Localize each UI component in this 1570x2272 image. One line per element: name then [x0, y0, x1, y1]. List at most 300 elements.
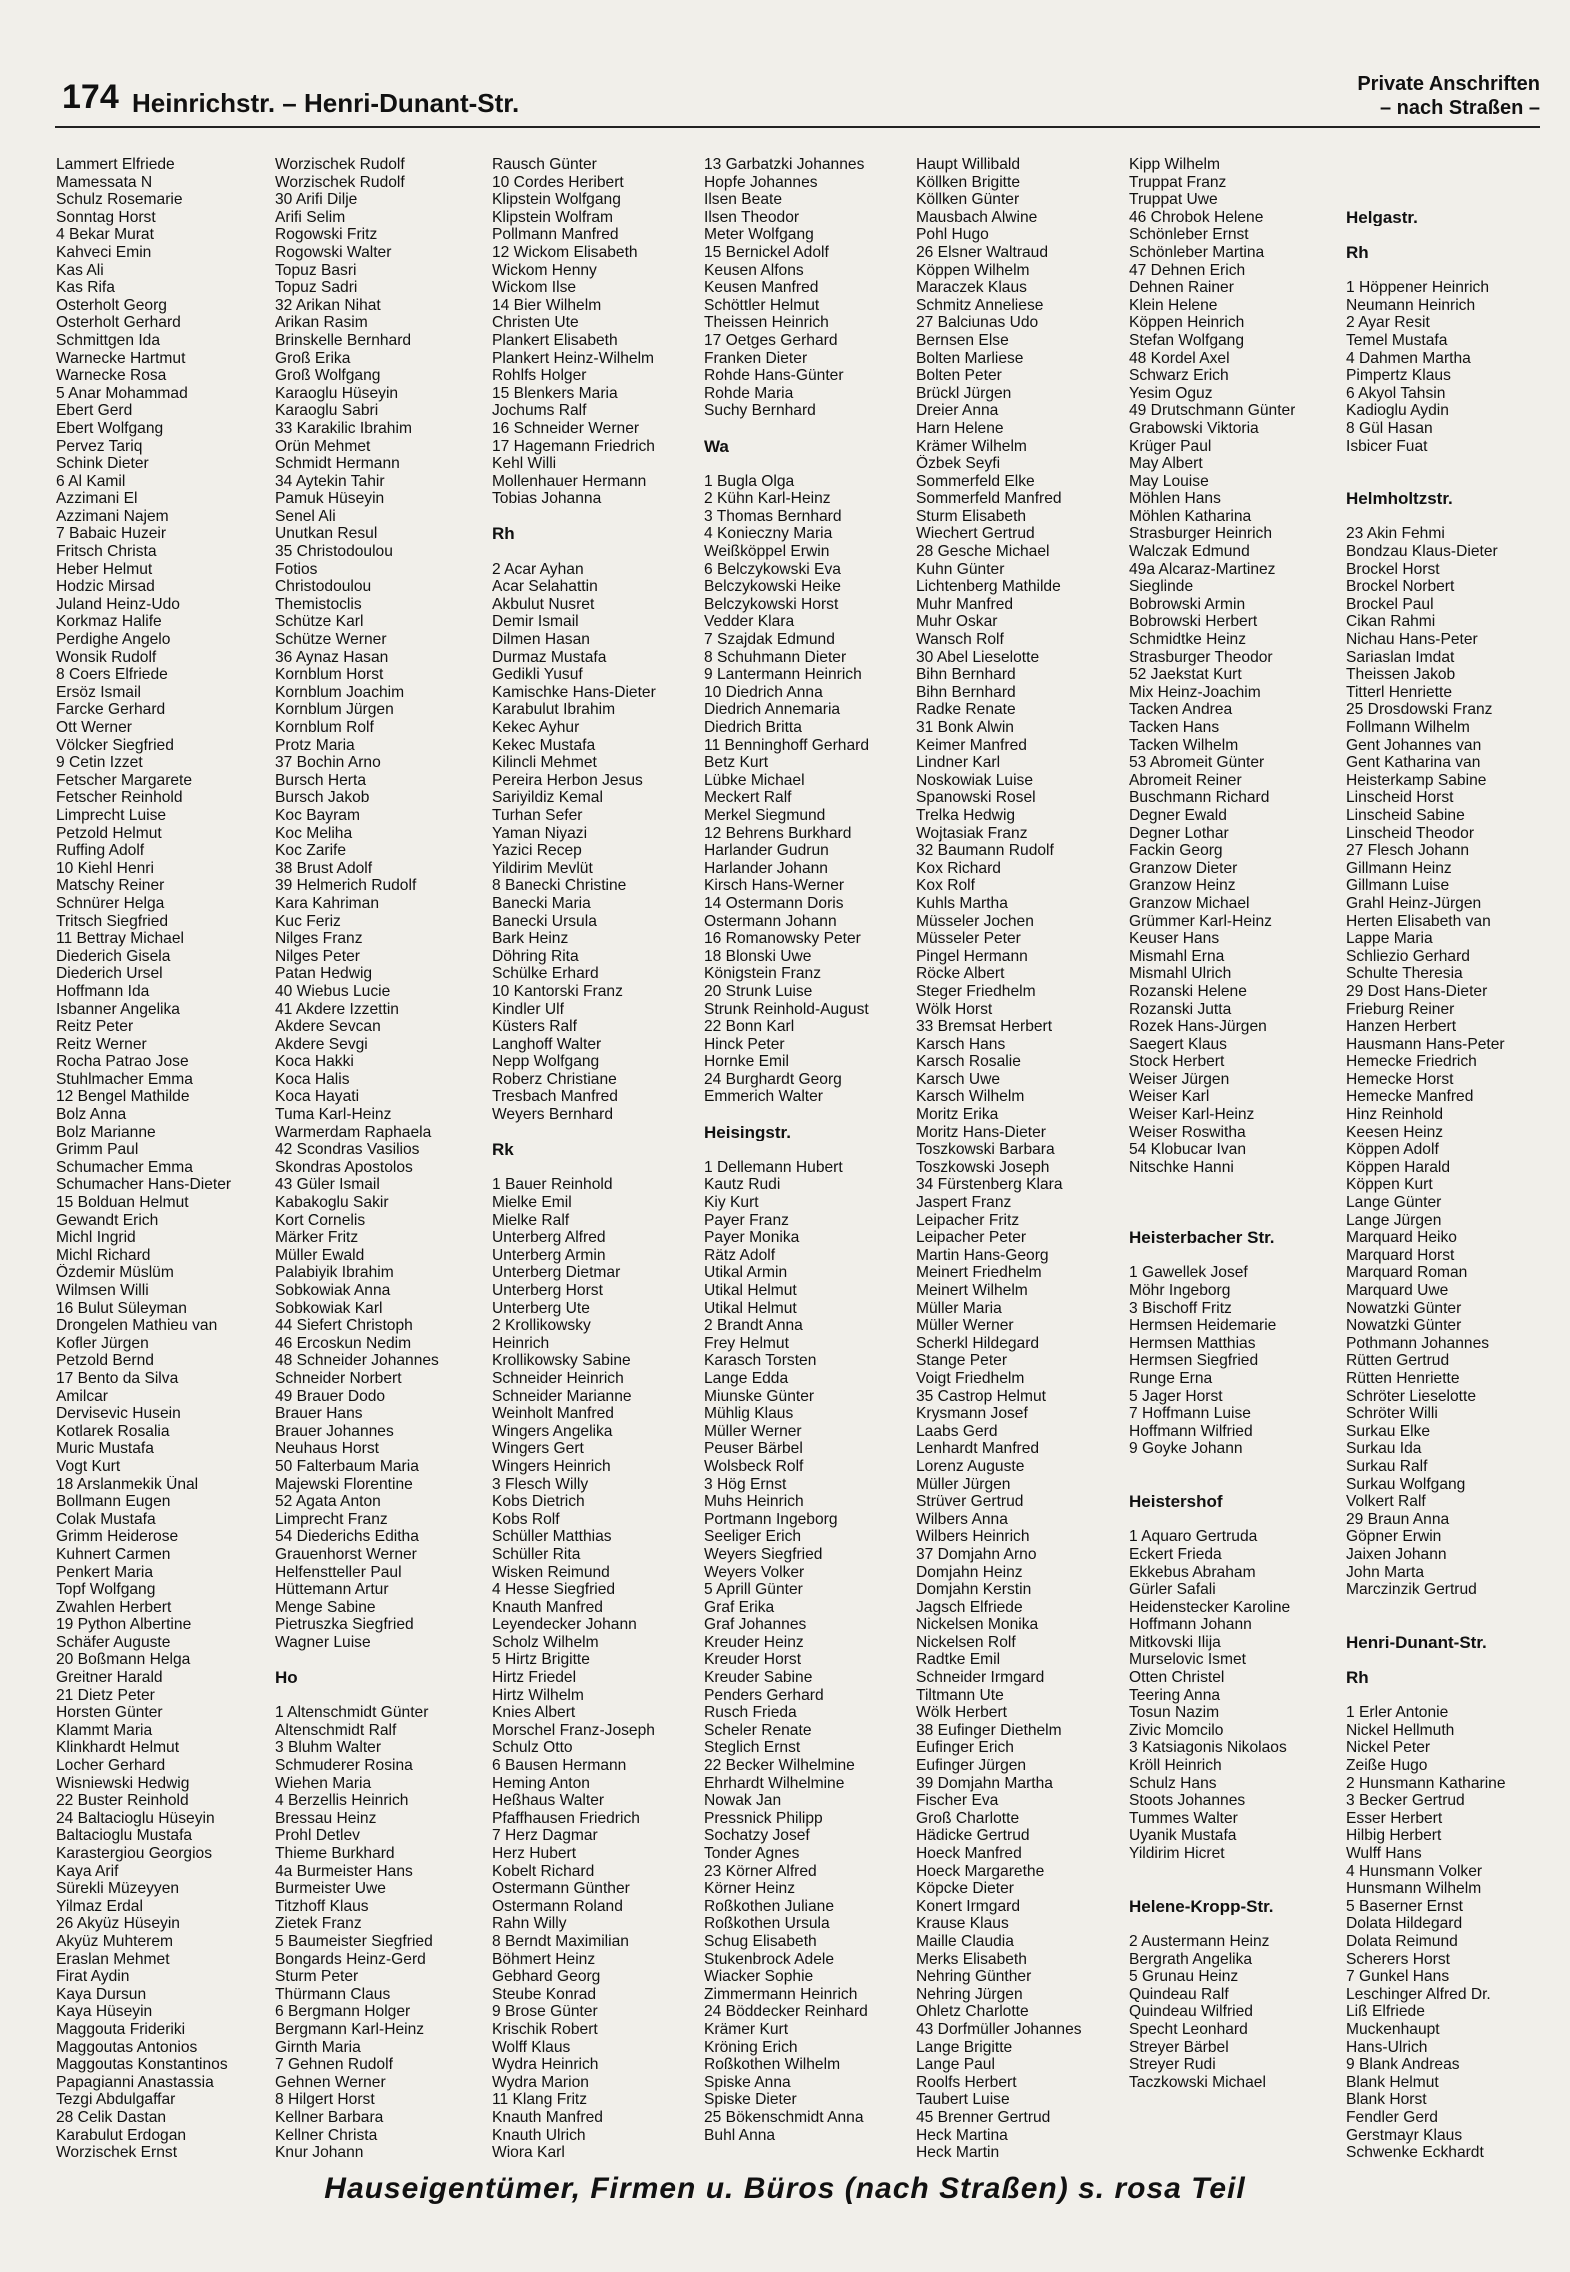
list-item: Weiser Roswitha: [1129, 1123, 1246, 1141]
list-item: Seeliger Erich: [704, 1528, 802, 1546]
list-item: Wisniewski Hedwig: [56, 1774, 190, 1792]
list-item: Döhring Rita: [492, 947, 579, 965]
list-item: Granzow Dieter: [1129, 859, 1238, 877]
list-item: Colak Mustafa: [56, 1510, 156, 1528]
list-item: Kekec Ayhur: [492, 719, 580, 736]
list-item: Vogt Kurt: [56, 1457, 121, 1475]
list-item: Steger Friedhelm: [916, 982, 1036, 1000]
list-item: Maggoutas Konstantinos: [56, 2056, 228, 2074]
spacer: [1346, 1616, 1506, 1634]
list-item: Heck Martin: [916, 2144, 1000, 2162]
column-2: [275, 156, 439, 2162]
list-item: Taubert Luise: [916, 2091, 1010, 2109]
list-item: Mollenhauer Hermann: [492, 472, 647, 490]
list-item: Marquard Uwe: [1346, 1282, 1449, 1299]
list-item: Mausbach Alwine: [916, 208, 1038, 226]
list-item: Lange Günter: [1346, 1194, 1442, 1212]
list-item: Menge Sabine: [275, 1598, 376, 1616]
list-item: Keusen Alfons: [704, 261, 804, 279]
list-item: Pressnick Philipp: [704, 1809, 823, 1827]
list-item: Schröter Lieselotte: [1346, 1387, 1477, 1405]
spacer: [1346, 1651, 1506, 1669]
spacer: [1129, 1863, 1295, 1881]
list-item: Schliezio Gerhard: [1346, 947, 1470, 965]
list-item: Rocha Patrao Jose: [56, 1053, 189, 1071]
list-item: 11 Benninghoff Gerhard: [704, 736, 870, 754]
list-item: Krischik Robert: [492, 2020, 598, 2038]
list-item: 2 Kühn Karl-Heinz: [704, 490, 831, 508]
list-item: Schwenke Eckhardt: [1346, 2144, 1484, 2162]
list-item: Kuhnert Carmen: [56, 1545, 171, 1563]
list-item: Brockel Paul: [1346, 595, 1434, 613]
list-item: Spiske Dieter: [704, 2091, 797, 2109]
list-item: Wolff Klaus: [492, 2038, 571, 2056]
list-item: Wansch Rolf: [916, 631, 1004, 649]
list-item: Topuz Sadri: [275, 279, 358, 297]
list-item: Hoeck Margarethe: [916, 1862, 1045, 1880]
list-item: Kreuder Sabine: [704, 1669, 813, 1687]
list-item: Köppen Kurt: [1346, 1176, 1433, 1194]
list-item: 43 Güler Ismail: [275, 1176, 380, 1194]
list-item: 17 Oetges Gerhard: [704, 331, 838, 349]
list-item: Unterberg Alfred: [492, 1229, 606, 1247]
list-item: Ekkebus Abraham: [1129, 1563, 1256, 1581]
list-item: Schönleber Ernst: [1129, 226, 1249, 244]
list-item: Frieburg Reiner: [1346, 1000, 1455, 1018]
list-item: Roolfs Herbert: [916, 2073, 1017, 2091]
list-item: Nitschke Hanni: [1129, 1158, 1234, 1176]
list-item: 23 Akin Fehmi: [1346, 525, 1445, 543]
list-item: Mühlig Klaus: [704, 1405, 794, 1423]
list-item: Strunk Reinhold-August: [704, 1000, 869, 1018]
list-item: Schütze Karl: [275, 613, 364, 631]
spacer: [704, 420, 869, 438]
list-item: Uyanik Mustafa: [1129, 1827, 1237, 1845]
list-item: Nowak Jan: [704, 1792, 782, 1810]
list-item: Schink Dieter: [56, 455, 149, 473]
list-item: Arikan Rasim: [275, 314, 368, 332]
list-item: Wiechert Gertrud: [916, 525, 1035, 543]
list-item: 37 Domjahn Arno: [916, 1545, 1037, 1563]
list-item: Karabulut Ibrahim: [492, 701, 616, 719]
list-item: Buschmann Richard: [1129, 789, 1270, 807]
list-item: 24 Burghardt Georg: [704, 1070, 842, 1088]
list-item: Wiehen Maria: [275, 1774, 372, 1792]
list-item: 10 Diedrich Anna: [704, 683, 823, 701]
list-item: Bolten Marliese: [916, 349, 1024, 367]
list-item: Wojtasiak Franz: [916, 824, 1028, 842]
list-item: Dilmen Hasan: [492, 631, 590, 649]
list-item: Follmann Wilhelm: [1346, 719, 1470, 736]
section-heading: Wa: [704, 437, 729, 456]
list-item: Tacken Andrea: [1129, 701, 1233, 719]
list-item: Rütten Gertrud: [1346, 1352, 1450, 1370]
list-item: Özbek Seyfi: [916, 455, 1001, 473]
list-item: Baltacioglu Mustafa: [56, 1827, 193, 1845]
list-item: Mielke Ralf: [492, 1211, 570, 1229]
page-title: Heinrichstr. – Henri-Dunant-Str.: [132, 88, 520, 118]
list-item: 4 Konieczny Maria: [704, 525, 833, 543]
list-item: Zimmermann Heinrich: [704, 1985, 858, 2003]
list-item: Wydra Heinrich: [492, 2056, 599, 2074]
list-item: Christodoulou: [275, 578, 372, 596]
list-item: Schulz Rosemarie: [56, 191, 183, 209]
list-item: Lichtenberg Mathilde: [916, 578, 1061, 596]
list-item: 5 Aprill Günter: [704, 1581, 803, 1599]
list-item: Pfaffhausen Friedrich: [492, 1809, 640, 1827]
list-item: 26 Elsner Waltraud: [916, 243, 1049, 261]
column-4: [704, 156, 869, 2144]
spacer: [492, 1124, 656, 1142]
list-item: Hemecke Friedrich: [1346, 1053, 1477, 1071]
list-item: Nilges Franz: [275, 930, 363, 948]
list-item: Belczykowski Heike: [704, 578, 841, 596]
list-item: 2 Acar Ayhan: [492, 560, 584, 578]
spacer: [275, 1651, 439, 1669]
list-item: 32 Arikan Nihat: [275, 296, 381, 314]
list-item: Ebert Wolfgang: [56, 419, 164, 437]
list-item: Demir Ismail: [492, 613, 579, 631]
list-item: Liß Elfriede: [1346, 2003, 1425, 2021]
list-item: Ohletz Charlotte: [916, 2003, 1029, 2021]
list-item: Bark Heinz: [492, 930, 569, 948]
list-item: 1 Bugla Olga: [704, 472, 795, 490]
list-item: Dolata Reimund: [1346, 1932, 1458, 1950]
list-item: Klein Helene: [1129, 296, 1218, 314]
list-item: Heisterkamp Sabine: [1346, 771, 1487, 789]
list-item: Hirtz Wilhelm: [492, 1686, 584, 1704]
list-item: Frey Helmut: [704, 1334, 789, 1352]
list-item: Gürler Safali: [1129, 1581, 1216, 1599]
list-item: Dolata Hildegard: [1346, 1915, 1463, 1933]
list-item: 2 Austermann Heinz: [1129, 1932, 1270, 1950]
list-item: Hausmann Hans-Peter: [1346, 1035, 1505, 1053]
list-item: Koc Zarife: [275, 842, 347, 860]
list-item: Schneider Irmgard: [916, 1669, 1045, 1687]
spacer: [492, 508, 656, 526]
list-item: Groß Charlotte: [916, 1809, 1020, 1827]
list-item: Prohl Detlev: [275, 1827, 360, 1845]
list-item: 20 Boßmann Helga: [56, 1651, 191, 1669]
list-item: Sieglinde: [1129, 578, 1194, 596]
spacer: [1346, 508, 1506, 526]
list-item: Lappe Maria: [1346, 930, 1433, 948]
list-item: Schumacher Hans-Dieter: [56, 1176, 232, 1194]
list-item: Plankert Heinz-Wilhelm: [492, 349, 655, 367]
list-item: Ehrhardt Wilhelmine: [704, 1774, 845, 1792]
list-item: Fetscher Reinhold: [56, 789, 183, 807]
list-item: Ostermann Roland: [492, 1897, 623, 1915]
list-item: 3 Bischoff Fritz: [1129, 1299, 1232, 1317]
list-item: 6 Akyol Tahsin: [1346, 384, 1446, 402]
list-item: Karsch Uwe: [916, 1070, 1001, 1088]
list-item: Bobrowski Armin: [1129, 595, 1246, 613]
list-item: Ilsen Theodor: [704, 208, 800, 226]
list-item: 9 Blank Andreas: [1346, 2056, 1460, 2074]
list-item: Plankert Elisabeth: [492, 331, 618, 349]
list-item: 1 Altenschmidt Günter: [275, 1704, 429, 1722]
list-item: Bihn Bernhard: [916, 666, 1016, 684]
spacer: [1129, 1476, 1295, 1494]
list-item: Degner Ewald: [1129, 806, 1227, 824]
list-item: Hopfe Johannes: [704, 173, 818, 191]
list-item: Worzischek Rudolf: [275, 156, 405, 173]
list-item: Nickel Hellmuth: [1346, 1721, 1455, 1739]
list-item: Pingel Hermann: [916, 947, 1028, 965]
list-item: 12 Bengel Mathilde: [56, 1088, 190, 1106]
list-item: Graf Johannes: [704, 1616, 807, 1634]
list-item: Noskowiak Luise: [916, 771, 1034, 789]
list-item: Theissen Heinrich: [704, 314, 829, 332]
list-item: 1 Höppener Heinrich: [1346, 279, 1490, 297]
list-item: Toszkowski Barbara: [916, 1141, 1055, 1159]
list-item: Lange Paul: [916, 2056, 995, 2074]
list-item: Worzischek Ernst: [56, 2144, 178, 2162]
list-item: Wonsik Rudolf: [56, 648, 157, 666]
list-item: Zwahlen Herbert: [56, 1598, 172, 1616]
list-item: Tresbach Manfred: [492, 1088, 618, 1106]
list-item: Mamessata N: [56, 173, 153, 191]
list-item: Maggouta Frideriki: [56, 2020, 186, 2038]
list-item: Brockel Horst: [1346, 560, 1440, 578]
section-heading: Rh: [1346, 243, 1369, 262]
list-item: Helfenstteller Paul: [275, 1563, 402, 1581]
list-item: Kirsch Hans-Werner: [704, 877, 845, 895]
list-item: Lange Edda: [704, 1369, 789, 1387]
list-item: 7 Herz Dagmar: [492, 1827, 598, 1845]
list-item: Kuc Feriz: [275, 912, 341, 930]
list-item: Taczkowski Michael: [1129, 2073, 1266, 2091]
list-item: Hoffmann Ida: [56, 982, 150, 1000]
list-item: Keuser Hans: [1129, 930, 1220, 948]
list-item: Zietek Franz: [275, 1915, 362, 1933]
list-item: Koc Bayram: [275, 806, 360, 824]
section-heading: Rk: [492, 1141, 514, 1159]
list-item: 32 Baumann Rudolf: [916, 842, 1054, 860]
list-item: Pamuk Hüseyin: [275, 490, 385, 508]
list-item: Tosun Nazim: [1129, 1704, 1220, 1722]
list-item: Topf Wolfgang: [56, 1581, 156, 1599]
list-item: Papagianni Anastassia: [56, 2073, 214, 2091]
spacer: [1129, 1458, 1295, 1476]
list-item: Hanzen Herbert: [1346, 1018, 1457, 1036]
list-item: Weiser Karl: [1129, 1088, 1210, 1106]
list-item: Rütten Henriette: [1346, 1369, 1460, 1387]
list-item: 21 Dietz Peter: [56, 1686, 155, 1704]
list-item: Surkau Wolfgang: [1346, 1475, 1466, 1493]
list-item: Klinkhardt Helmut: [56, 1739, 180, 1757]
list-item: Warnecke Rosa: [56, 367, 167, 385]
list-item: 38 Eufinger Diethelm: [916, 1721, 1062, 1739]
list-item: Spanowski Rosel: [916, 789, 1036, 807]
list-item: Schwarz Erich: [1129, 367, 1229, 385]
list-item: May Albert: [1129, 455, 1203, 473]
list-item: Banecki Maria: [492, 894, 591, 912]
list-item: Senel Ali: [275, 507, 336, 525]
list-item: Otten Christel: [1129, 1669, 1225, 1687]
list-item: Meckert Ralf: [704, 789, 792, 807]
list-item: Surkau Elke: [1346, 1422, 1431, 1440]
list-item: Koca Hayati: [275, 1088, 360, 1106]
list-item: Karsch Wilhelm: [916, 1088, 1025, 1106]
list-item: Kobelt Richard: [492, 1862, 595, 1880]
list-item: 26 Akyüz Hüseyin: [56, 1915, 180, 1933]
list-item: 31 Bonk Alwin: [916, 719, 1014, 736]
list-item: Schmuderer Rosina: [275, 1757, 413, 1775]
list-item: 41 Akdere Izzettin: [275, 1000, 399, 1018]
list-item: Königstein Franz: [704, 965, 822, 983]
list-item: Tezgi Abdulgaffar: [56, 2091, 176, 2109]
list-item: Sturm Peter: [275, 1968, 359, 1986]
list-item: Kox Richard: [916, 859, 1001, 877]
list-item: Scheler Renate: [704, 1721, 812, 1739]
list-item: Grauenhorst Werner: [275, 1545, 417, 1563]
list-item: Marquard Heiko: [1346, 1229, 1457, 1247]
list-item: Ruffing Adolf: [56, 842, 145, 860]
list-item: Theissen Jakob: [1346, 666, 1456, 684]
list-item: 38 Brust Adolf: [275, 859, 373, 877]
list-item: 44 Siefert Christoph: [275, 1317, 413, 1335]
list-item: Brockel Norbert: [1346, 578, 1455, 596]
section-heading: Henri-Dunant-Str.: [1346, 1633, 1487, 1652]
list-item: Murselovic Ismet: [1129, 1651, 1246, 1669]
list-item: Esser Herbert: [1346, 1809, 1443, 1827]
list-item: Diederich Ursel: [56, 965, 163, 983]
section-heading: Heistershof: [1129, 1493, 1223, 1511]
list-item: 2 Hunsmann Katharine: [1346, 1774, 1506, 1792]
header-right-line2: – nach Straßen –: [1379, 97, 1540, 119]
header-rule: [55, 126, 1540, 128]
list-item: Ostermann Johann: [704, 912, 837, 930]
list-item: Utikal Armin: [704, 1264, 788, 1282]
list-item: Kindler Ulf: [492, 1000, 564, 1018]
list-item: Wilbers Anna: [916, 1510, 1008, 1528]
list-item: 1 Aquaro Gertruda: [1129, 1528, 1258, 1546]
list-item: 4 Dahmen Martha: [1346, 349, 1471, 367]
list-item: Groß Erika: [275, 349, 351, 367]
list-item: Unutkan Resul: [275, 525, 378, 543]
list-item: Gebhard Georg: [492, 1968, 601, 1986]
list-item: Yesim Oguz: [1129, 384, 1213, 402]
list-item: 28 Celik Dastan: [56, 2108, 167, 2126]
list-item: Bondzau Klaus-Dieter: [1346, 543, 1498, 561]
list-item: 9 Lantermann Heinrich: [704, 666, 862, 684]
list-item: 13 Garbatzki Johannes: [704, 156, 865, 173]
list-item: Kröning Erich: [704, 2038, 798, 2056]
list-item: 12 Behrens Burkhard: [704, 824, 852, 842]
list-item: Bressau Heinz: [275, 1809, 377, 1827]
list-item: 48 Kordel Axel: [1129, 349, 1230, 367]
list-item: 46 Ercoskun Nedim: [275, 1334, 412, 1352]
list-item: Isbanner Angelika: [56, 1000, 180, 1018]
header-right-line1: Private Anschriften: [1357, 73, 1540, 95]
list-item: Bolz Anna: [56, 1106, 127, 1124]
list-item: Betz Kurt: [704, 754, 769, 772]
spacer: [1129, 1511, 1295, 1529]
list-item: Schmidtke Heinz: [1129, 631, 1246, 649]
list-item: Lorenz Auguste: [916, 1457, 1025, 1475]
spacer: [1346, 174, 1506, 192]
list-item: Hädicke Gertrud: [916, 1827, 1030, 1845]
list-item: Köppen Heinrich: [1129, 314, 1245, 332]
list-item: Hermsen Matthias: [1129, 1334, 1256, 1352]
list-item: Peuser Bärbel: [704, 1440, 803, 1458]
list-item: 11 Klang Fritz: [492, 2091, 588, 2109]
list-item: Kreuder Horst: [704, 1651, 802, 1669]
list-item: Tuma Karl-Heinz: [275, 1106, 392, 1124]
list-item: Wagner Luise: [275, 1633, 371, 1651]
list-item: 15 Bolduan Helmut: [56, 1194, 189, 1212]
list-item: Kox Rolf: [916, 877, 975, 895]
list-item: Hilbig Herbert: [1346, 1827, 1442, 1845]
list-item: Roberz Christiane: [492, 1070, 617, 1088]
list-item: Mielke Emil: [492, 1194, 572, 1212]
list-item: Schumacher Emma: [56, 1158, 193, 1176]
list-item: Utikal Helmut: [704, 1299, 797, 1317]
list-item: Kuhn Günter: [916, 560, 1005, 578]
list-item: Rohlfs Holger: [492, 367, 587, 385]
list-item: Völcker Siegfried: [56, 736, 174, 754]
list-item: Wulff Hans: [1346, 1845, 1422, 1862]
list-item: 35 Castrop Helmut: [916, 1387, 1047, 1405]
spacer: [1129, 1194, 1295, 1212]
list-item: Rohde Hans-Günter: [704, 367, 844, 385]
list-item: Kadioglu Aydin: [1346, 402, 1449, 420]
list-item: Scherkl Hildegard: [916, 1334, 1040, 1352]
spacer: [1346, 226, 1506, 244]
list-item: Herz Hubert: [492, 1845, 577, 1862]
list-item: Pothmann Johannes: [1346, 1334, 1490, 1352]
list-item: Granzow Heinz: [1129, 877, 1236, 895]
list-item: Böhmert Heinz: [492, 1950, 596, 1968]
list-item: Bongards Heinz-Gerd: [275, 1950, 426, 1968]
list-item: Cikan Rahmi: [1346, 613, 1436, 631]
list-item: Gewandt Erich: [56, 1211, 159, 1229]
list-item: 45 Brenner Gertrud: [916, 2108, 1051, 2126]
section-heading: Heisterbacher Str.: [1129, 1229, 1275, 1247]
list-item: Kas Ali: [56, 261, 104, 279]
list-item: Lange Jürgen: [1346, 1211, 1442, 1229]
list-item: Kellner Barbara: [275, 2108, 384, 2126]
list-item: 50 Falterbaum Maria: [275, 1457, 419, 1475]
list-item: Schütze Werner: [275, 631, 387, 649]
list-item: Schneider Marianne: [492, 1387, 632, 1405]
list-item: Ersöz Ismail: [56, 683, 141, 701]
list-item: Altenschmidt Ralf: [275, 1721, 397, 1739]
list-item: Sürekli Müzeyyen: [56, 1880, 180, 1898]
list-item: 8 Banecki Christine: [492, 877, 627, 895]
list-item: 18 Blonski Uwe: [704, 947, 812, 965]
list-item: Truppat Uwe: [1129, 191, 1218, 209]
list-item: Müller Werner: [704, 1422, 802, 1440]
spacer: [1129, 1915, 1295, 1933]
list-item: Pervez Tariq: [56, 437, 143, 455]
list-item: 6 Belczykowski Eva: [704, 560, 841, 578]
list-item: Karaoglu Hüseyin: [275, 384, 399, 402]
list-item: Petzold Bernd: [56, 1352, 154, 1370]
list-item: Perdighe Angelo: [56, 631, 171, 649]
list-item: Blank Horst: [1346, 2091, 1427, 2109]
list-item: Kaya Arif: [56, 1862, 119, 1880]
list-item: Thieme Burkhard: [275, 1845, 395, 1862]
list-item: Durmaz Mustafa: [492, 648, 607, 666]
list-item: Stange Peter: [916, 1352, 1008, 1370]
list-item: Eufinger Jürgen: [916, 1757, 1027, 1775]
spacer: [1346, 191, 1506, 209]
list-item: Buhl Anna: [704, 2126, 776, 2144]
list-item: Diedrich Annemaria: [704, 701, 841, 719]
list-item: Domjahn Kerstin: [916, 1581, 1032, 1599]
